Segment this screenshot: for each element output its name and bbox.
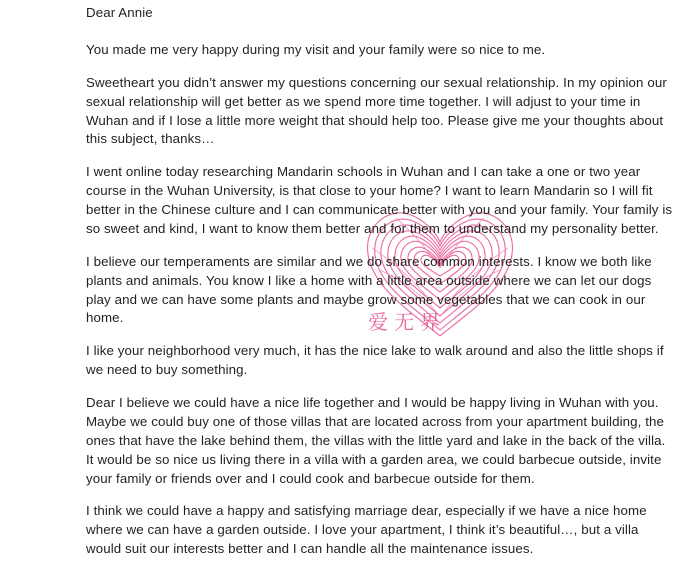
letter-paragraph-3: I went online today researching Mandarin schools in Wuhan and I can take a one or two year course in the Wuhan University, is that close to your home? I want to learn Mandarin so I will fit better in the Chinese culture and I can communicate better with you and your family. Your family is so sweet and kind, I want to know them better and for them to understand my personality better. <box>86 164 673 236</box>
letter-paragraph-7: I think we could have a happy and satisfying marriage dear, especially if we have a nice home where we can have a garden outside. I love your apartment, I think it’s beautiful…, but a villa would suit our interests better and I can handle all the maintenance issues. <box>86 503 647 557</box>
letter-paragraph-1: You made me very happy during my visit and your family were so nice to me. <box>86 41 546 57</box>
letter-paragraph-6: Dear I believe we could have a nice life together and I would be happy living in Wuhan with you. Maybe we could buy one of those villas that are located across from your apartment building, the ones that have the lake behind them, the villas with the little yard and lake in the back of the villa. It would be so nice us living there in a villa with a garden area, we could barbecue outside, invite your family or friends over and I could cook and barbecue outside for them. <box>86 395 666 486</box>
letter-body <box>86 4 674 559</box>
letter-paragraph-5: I like your neighborhood very much, it has the nice lake to walk around and also the little shops if we need to buy something. <box>86 343 664 378</box>
letter-paragraph-2: Sweetheart you didn’t answer my questions concerning our sexual relationship. In my opinion our sexual relationship will get better as we spend more time together. I will adjust to your time in Wuhan and if I lose a little more weight that should help too. Please give me your thoughts about this subject, thanks… <box>86 74 667 147</box>
letter-paragraph-4: I believe our temperaments are similar and we do share common interests. I know we both like plants and animals. You know I like a home with a little area outside where we can let our dogs play and we can have some plants and maybe grow some vegetables that we can cook in our home. <box>86 253 652 326</box>
watermark-label: 爱无界 <box>368 310 446 334</box>
letter-salutation: Dear Annie <box>86 5 153 20</box>
